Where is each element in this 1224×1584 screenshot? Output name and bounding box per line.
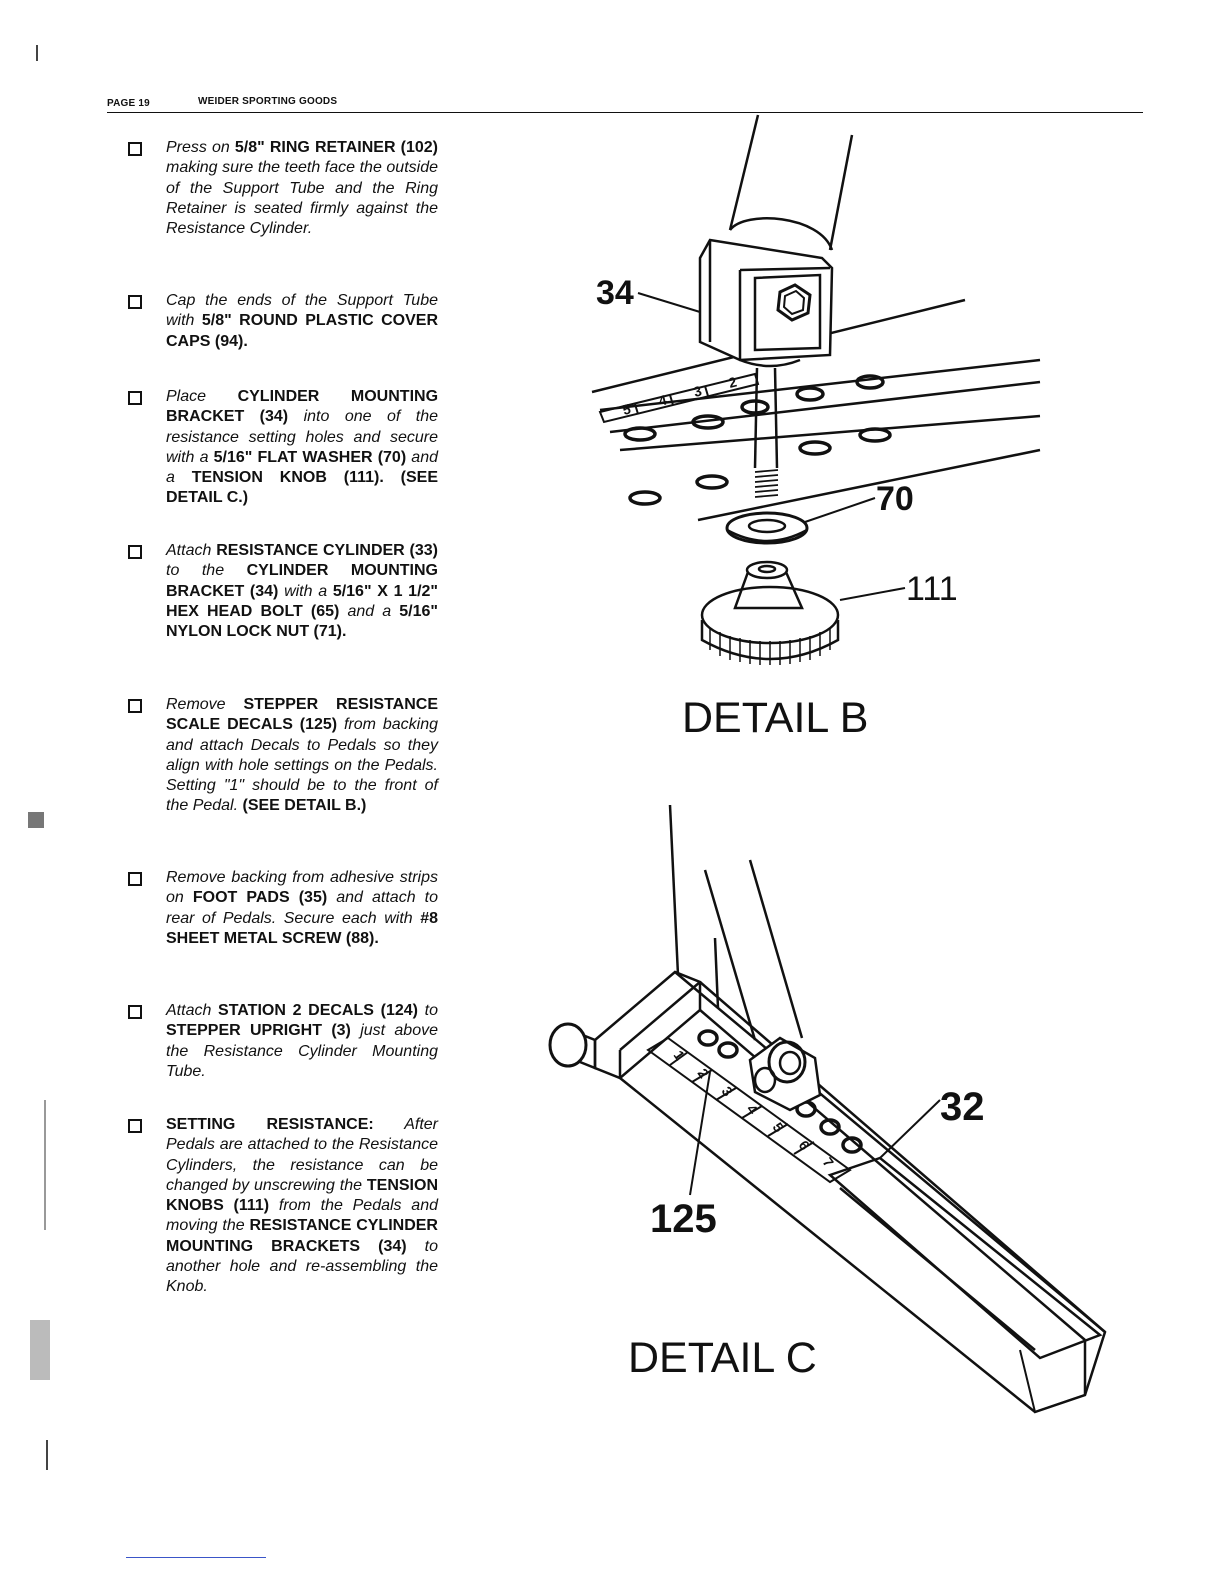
step-text-run: and a xyxy=(166,448,438,487)
step-text-run: STEPPER RESISTANCE SCALE DECALS (125) xyxy=(166,696,438,734)
checkbox-icon[interactable] xyxy=(128,391,142,405)
callout-70: 70 xyxy=(876,480,914,518)
step-text-run: Place xyxy=(166,388,238,405)
step-text-run: After Pedals are attached to the Resistance Cylinders, the resistance can be changed by unscrewing the xyxy=(166,1116,438,1194)
assembly-illustrations xyxy=(540,110,1140,1420)
callout-111: 111 xyxy=(906,570,958,608)
scan-mark xyxy=(28,812,44,828)
step-text-run: CYLINDER MOUNTING BRACKET (34) xyxy=(166,388,439,426)
company-name: WEIDER SPORTING GOODS xyxy=(198,96,338,107)
detail-b-drawing xyxy=(592,115,1040,665)
scan-mark xyxy=(30,1320,50,1380)
checkbox-icon[interactable] xyxy=(128,699,142,713)
step-text-run: TENSION KNOBS (111) xyxy=(166,1176,438,1215)
step-text-run: making sure the teeth face the outside of the Support Tube and the Ring Retainer is seated firmly against the Resistance Cylinder. xyxy=(166,159,438,238)
step-text-run: 5/16" X 1 1/2" HEX HEAD BOLT (65) xyxy=(166,582,439,620)
step-text-run: FOOT PADS (35) xyxy=(192,889,328,907)
scan-mark xyxy=(36,45,38,61)
step-text-run: STEPPER UPRIGHT (3) xyxy=(166,1022,351,1040)
flat-washer-70 xyxy=(727,513,807,543)
step-text-run: into one of the resistance setting holes and secure with a xyxy=(166,408,438,466)
step-text-run: to another hole and re-assembling the Knob. xyxy=(166,1237,438,1296)
bolt-shaft xyxy=(755,368,778,497)
step-text-run: just above the Resistance Cylinder Mounting Tube. xyxy=(166,1022,438,1080)
detail-b-decal-number: 5 xyxy=(620,400,633,418)
callout-34: 34 xyxy=(596,274,634,312)
step-text-run: and attach to rear of Pedals. Secure each with xyxy=(166,889,439,927)
step-text-run: SETTING RESISTANCE: xyxy=(166,1116,374,1133)
step-text-run: 5/16" NYLON LOCK NUT (71). xyxy=(166,602,438,641)
step-text-run: 5/8" RING RETAINER (102) xyxy=(234,139,438,156)
step-1-text xyxy=(166,138,438,239)
checkbox-icon[interactable] xyxy=(128,1005,142,1019)
step-text-run: #8 SHEET METAL SCREW (88). xyxy=(166,909,438,947)
step-2-text xyxy=(166,291,438,352)
step-5-text xyxy=(166,695,438,817)
checkbox-icon[interactable] xyxy=(128,295,142,309)
step-text-run: 5/8" ROUND PLASTIC COVER CAPS (94). xyxy=(166,312,439,350)
cylinder-bracket-34 xyxy=(750,1038,820,1110)
checkbox-icon[interactable] xyxy=(128,545,142,559)
callout-32: 32 xyxy=(940,1085,985,1129)
step-7-text xyxy=(166,1001,438,1082)
step-text-run: CYLINDER MOUNTING BRACKET (34) xyxy=(166,562,438,600)
foot-pad xyxy=(830,1158,1100,1358)
step-text-run: Remove backing from adhesive strips on xyxy=(166,869,438,907)
step-text-run: RESISTANCE CYLINDER MOUNTING BRACKETS (34) xyxy=(166,1217,438,1255)
step-text-run: 5/16" FLAT WASHER (70) xyxy=(213,448,407,466)
callout-125: 125 xyxy=(650,1197,717,1241)
detail-b-title: DETAIL B xyxy=(682,694,869,742)
step-text-run: STATION 2 DECALS (124) xyxy=(218,1002,418,1019)
cylinder-bracket-34 xyxy=(700,240,832,366)
scan-mark xyxy=(44,1100,46,1230)
step-8-text xyxy=(166,1115,438,1298)
step-text-run: Press on xyxy=(166,139,235,156)
detail-c-decal-number: 2 xyxy=(694,1065,713,1082)
step-text-run: Attach xyxy=(166,542,217,559)
step-text-run: and a xyxy=(339,602,400,620)
step-text-run: to the xyxy=(166,562,247,580)
detail-c-decal-number: 4 xyxy=(743,1101,762,1118)
step-6-text xyxy=(166,868,438,949)
detail-c-decal-number: 6 xyxy=(795,1137,814,1154)
scan-mark xyxy=(46,1440,48,1470)
checkbox-icon[interactable] xyxy=(128,142,142,156)
step-text-run: TENSION KNOB (111). (SEE DETAIL C.) xyxy=(166,469,439,507)
detail-c-decal-number: 3 xyxy=(718,1083,737,1100)
detail-b-decal-number: 3 xyxy=(691,382,704,400)
step-4-text xyxy=(166,541,438,642)
detail-c-drawing xyxy=(550,805,1105,1412)
step-text-run: to xyxy=(417,1002,438,1019)
detail-b-decal-number: 2 xyxy=(726,373,739,391)
tension-knob-111 xyxy=(702,562,838,665)
detail-b-decal-number: 4 xyxy=(656,391,669,409)
detail-c-decal-number: 5 xyxy=(769,1119,788,1136)
checkbox-icon[interactable] xyxy=(128,1119,142,1133)
step-text-run: (SEE DETAIL B.) xyxy=(242,797,367,815)
step-3-text xyxy=(166,387,438,509)
detail-c-decal-number: 1 xyxy=(670,1047,689,1064)
step-text-run: with a xyxy=(278,582,333,600)
step-text-run: Remove xyxy=(166,696,244,713)
step-text-run: Cap the ends of the Support Tube with xyxy=(166,292,438,330)
page-number: PAGE 19 xyxy=(107,98,150,109)
step-text-run: from backing and attach Decals to Pedals so they align with hole settings on the Pedals. Setting "1" should be to the front of the Pedal. xyxy=(166,716,438,815)
checkbox-icon[interactable] xyxy=(128,872,142,886)
step-text-run: from the Pedals and moving the xyxy=(166,1197,439,1235)
detail-c-decal-number: 7 xyxy=(819,1154,838,1171)
step-text-run: Attach xyxy=(166,1002,219,1019)
bottom-rule xyxy=(126,1557,266,1558)
step-text-run: RESISTANCE CYLINDER (33) xyxy=(216,542,438,559)
detail-c-title: DETAIL C xyxy=(628,1334,817,1382)
